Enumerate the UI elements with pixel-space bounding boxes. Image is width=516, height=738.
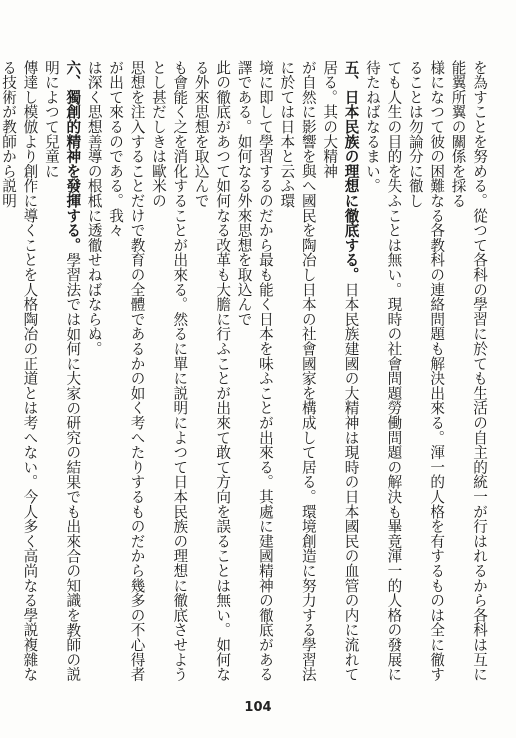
- text-line: も會能く之を消化することが出來る。然るに單に説明によつて日本民族の理想に徹底させようとし甚だしきは歐米の: [149, 60, 189, 682]
- text-line: 傳達し模倣より創作に導くことを人格陶冶の正道とは考へない。今人多く高尚なる學説複雜なる技術が教師から説明: [0, 60, 39, 682]
- text-line: を為すことを努める。從つて各科の學習に於ても生活の自主的統一が行はれるから各科は互に能翼所翼の關係を採る: [449, 60, 488, 682]
- section-heading: 五、日本民族の理想に徹底する。: [342, 60, 360, 282]
- text-line: 様になつて彼の困難なる各教科の連絡問題も解決出來る。渾一的人格を有するものは全に徹することは勿論分に徹し: [406, 60, 446, 682]
- text-line: ても人生の目的を失ふことは無い。現時の社會問題勞働問題の解決も畢竟渾一的人格の發展に待たねばなるまい。: [363, 60, 403, 682]
- text-line: 日本民族建國の大精神は現時の日本國民の血管の内に流れて居る。其の大精神: [321, 60, 360, 682]
- text-line: が自然に影響を與へ國民を陶冶し日本の社會國家を構成して居る。環境創造に努力する學習法に於ては日本と云ふ環: [278, 60, 317, 682]
- text-line: は深く思想善導の根柢に透徹せねばならぬ。: [85, 60, 103, 356]
- document-body: [0, 60, 490, 688]
- section-heading-line: [40, 60, 83, 688]
- section-heading: 六、獨創的精神を發揮する。: [64, 60, 82, 253]
- text-line: 此の徹底があつて如何なる改革も大膽に行ふことが出來て敢て方向を誤ることは無い。如何なる外來思想を取込んで: [192, 60, 232, 682]
- section-heading-line: [319, 60, 362, 688]
- text-line: 思想を注入することだけで教育の全體であるかの如く考へたりするものだから幾多の不心得者が出て來るのである。我々: [107, 60, 146, 682]
- text-line: 境に即して學習するのだから最も能く日本を味ふことが出來る。其處に建國精神の徹底がある譯である。如何なる外來思想を取込んで: [235, 60, 274, 682]
- page-number: 104: [244, 700, 272, 715]
- text-line: 學習法では如何に大家の研究の結果でも出來合の知識を教師の説明によつて兒童に: [42, 60, 82, 682]
